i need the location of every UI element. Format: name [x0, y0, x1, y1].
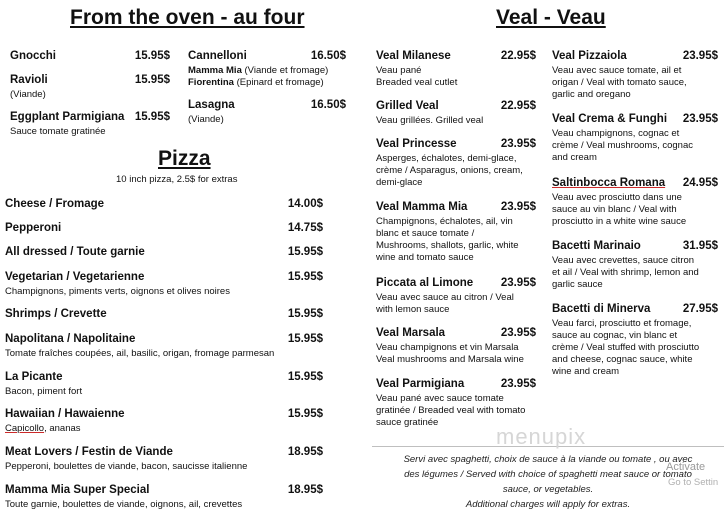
item-name: Cheese / Fromage: [5, 198, 105, 210]
item-price: 15.95$: [287, 308, 323, 320]
item-name: Gnocchi: [10, 50, 57, 62]
watermark: menupix: [496, 424, 587, 449]
item-price: 15.95$: [287, 371, 323, 383]
menu-item: [10, 111, 170, 123]
sub-name: Mamma Mia: [188, 65, 242, 76]
desc-line: Veau champignons et vin Marsala: [376, 342, 519, 353]
item-name: Piccata al Limone: [376, 277, 474, 289]
item-description: Tomate fraîches coupées, ail, basilic, origan, fromage parmesan: [5, 348, 275, 359]
desc-line: Asperges, échalotes, demi-glace,: [376, 153, 517, 164]
item-price: 15.95$: [287, 246, 323, 258]
item-description: Toute garnie, boulettes de viande, oignons, ail, crevettes: [5, 499, 243, 510]
item-name: Veal Parmigiana: [376, 378, 465, 390]
pizza-subtitle: 10 inch pizza, 2.5$ for extras: [116, 174, 238, 185]
item-name: Veal Crema & Funghi: [552, 113, 668, 125]
item-name: Mamma Mia Super Special: [5, 484, 150, 496]
menu-item: [376, 277, 536, 289]
item-name: Veal Princesse: [376, 138, 457, 150]
item-price: 14.75$: [287, 222, 323, 234]
menu-item: [376, 378, 536, 390]
item-description: [376, 216, 519, 264]
item-price: 22.95$: [500, 50, 536, 62]
item-description: Pepperoni, boulettes de viande, bacon, saucisse italienne: [5, 461, 248, 472]
item-price: 23.95$: [682, 113, 718, 125]
item-name: All dressed / Toute garnie: [5, 246, 145, 258]
item-description: [552, 128, 693, 164]
menu-item: [376, 50, 536, 62]
item-name: Bacetti Marinaio: [552, 240, 641, 252]
menu-item: [552, 113, 718, 125]
item-description: (Viande): [10, 89, 46, 100]
item-name: Shrimps / Crevette: [5, 308, 107, 320]
item-description: Champignons, piments verts, oignons et olives noires: [5, 286, 230, 297]
menu-item: [5, 271, 323, 283]
item-name: Hawaiian / Hawaienne: [5, 408, 125, 420]
item-name: Veal Milanese: [376, 50, 451, 62]
menu-item: [5, 333, 323, 345]
sub-detail: (Epinard et fromage): [236, 77, 324, 88]
item-price: 22.95$: [500, 100, 536, 112]
note-line: sauce, or vegetables.: [502, 484, 594, 495]
item-name: Pepperoni: [5, 222, 62, 234]
menu-item: [5, 246, 323, 258]
item-price: 31.95$: [682, 240, 718, 252]
item-price: 23.95$: [500, 378, 536, 390]
desc-line: Veau champignons, cognac et: [552, 128, 680, 139]
desc-line: demi-glace: [376, 177, 423, 188]
menu-item: [188, 99, 346, 111]
item-name: Veal Pizzaiola: [552, 50, 627, 62]
note-line: Servi avec spaghetti, choix de sauce à la viande ou tomate , ou avec: [403, 454, 693, 465]
item-description: [188, 77, 324, 89]
menu-item: [10, 50, 170, 62]
desc-line: et ail / Veal with shrimp, lemon and: [552, 267, 699, 278]
item-price: 14.00$: [287, 198, 323, 210]
item-description: [552, 192, 686, 228]
item-description: [188, 65, 328, 77]
menu-item: [376, 201, 536, 213]
desc-line: garlic sauce: [552, 279, 603, 290]
activate-windows-subtext: Go to Settin: [668, 477, 719, 488]
item-price: 16.50$: [310, 99, 346, 111]
desc-line: Veau avec prosciutto dans une: [552, 192, 682, 203]
menu-item: [552, 303, 718, 315]
desc-line: sauce au cognac, vin blanc et: [552, 330, 678, 341]
item-name: Bacetti di Minerva: [552, 303, 651, 315]
item-description: [376, 115, 483, 127]
item-name: La Picante: [5, 371, 63, 383]
item-price: 15.95$: [134, 50, 170, 62]
desc-line: origan / Veal with tomato sauce,: [552, 77, 687, 88]
desc-line: crème / Veal stuffed with prosciutto: [552, 342, 700, 353]
desc-line: Champignons, échalotes, ail, vin: [376, 216, 513, 227]
item-description: [552, 318, 699, 378]
desc-line: Veau farci, prosciutto et fromage,: [552, 318, 692, 329]
sub-name: Fiorentina: [188, 77, 234, 88]
desc-line: Veau pané avec sauce tomate: [376, 393, 504, 404]
menu-item: [376, 100, 536, 112]
item-name: Saltinbocca Romana: [552, 177, 666, 189]
oven-section-title: From the oven - au four: [70, 6, 305, 29]
item-price: 23.95$: [500, 277, 536, 289]
item-price: 15.95$: [287, 408, 323, 420]
item-description: [376, 342, 524, 366]
item-name: Lasagna: [188, 99, 235, 111]
item-description: [376, 153, 523, 189]
sub-detail: (Viande et fromage): [244, 65, 329, 76]
item-description: Bacon, piment fort: [5, 386, 83, 397]
item-name: Napolitana / Napolitaine: [5, 333, 136, 345]
desc-line: Breaded veal cutlet: [376, 77, 458, 88]
item-price: 23.95$: [682, 50, 718, 62]
desc-line: wine and tomato sauce: [376, 252, 474, 263]
pizza-section-title: Pizza: [158, 147, 211, 170]
note-line: Additional charges will apply for extras.: [465, 499, 631, 510]
menu-item: [5, 371, 323, 383]
desc-line: crème / Veal mushrooms, cognac: [552, 140, 693, 151]
menu-item: [5, 222, 323, 234]
item-name: Meat Lovers / Festin de Viande: [5, 446, 173, 458]
desc-line: blanc et sauce tomate /: [376, 228, 475, 239]
item-description: (Viande): [188, 114, 224, 125]
item-price: 18.95$: [287, 446, 323, 458]
veal-section-title: Veal - Veau: [496, 6, 606, 29]
item-name: Eggplant Parmigiana: [10, 111, 125, 123]
desc-rest: , ananas: [44, 423, 81, 434]
menu-item: [376, 138, 536, 150]
item-name: Veal Marsala: [376, 327, 446, 339]
menu-item: [5, 446, 323, 458]
menu-item: [552, 177, 718, 189]
item-description: [552, 255, 699, 291]
item-price: 27.95$: [682, 303, 718, 315]
menu-item: [5, 308, 323, 320]
menu-item: [5, 408, 323, 420]
desc-line: with lemon sauce: [376, 304, 450, 315]
desc-line: sauce gratinée: [376, 417, 439, 428]
desc-line: gratinée / Breaded veal with tomato: [376, 405, 526, 416]
item-description: [552, 65, 687, 101]
desc-line: crème / Asparagus, onions, cream,: [376, 165, 523, 176]
item-price: 15.95$: [287, 271, 323, 283]
item-name: Vegetarian / Vegetarienne: [5, 271, 145, 283]
spellcheck-word: Capicollo: [5, 423, 45, 434]
activate-windows-text: Activate: [666, 461, 706, 473]
item-description: [5, 423, 81, 435]
item-description: Sauce tomate gratinée: [10, 126, 106, 137]
item-price: 15.95$: [287, 333, 323, 345]
menu-item: [188, 50, 346, 62]
desc-line: and cream: [552, 152, 597, 163]
desc-line: Veau avec sauce au citron / Veal: [376, 292, 514, 303]
item-name: Ravioli: [10, 74, 48, 86]
desc-line: Mushrooms, shallots, garlic, white: [376, 240, 519, 251]
desc-line: garlic and oregano: [552, 89, 631, 100]
desc-line: sauce au vin blanc / Veal with: [552, 204, 677, 215]
desc-line: Veau pané: [376, 65, 422, 76]
item-price: 24.95$: [682, 177, 718, 189]
item-price: 15.95$: [134, 111, 170, 123]
item-name: Cannelloni: [188, 50, 247, 62]
desc-line: and cheese, cognac sauce, white: [552, 354, 693, 365]
item-price: 23.95$: [500, 138, 536, 150]
item-price: 23.95$: [500, 201, 536, 213]
note-line: des légumes / Served with choice of spaghetti meat sauce or tomato: [404, 469, 692, 480]
item-name: Grilled Veal: [376, 100, 439, 112]
menu-item: [5, 198, 323, 210]
menu-item: [552, 240, 718, 252]
item-description: [376, 292, 514, 316]
desc-line: wine and cream: [552, 366, 620, 377]
desc-line: Veau avec crevettes, sauce citron: [552, 255, 695, 266]
menu-item: [10, 74, 170, 86]
item-price: 15.95$: [134, 74, 170, 86]
item-price: 18.95$: [287, 484, 323, 496]
desc-line: Veau grillées. Grilled veal: [376, 115, 484, 126]
item-name: Veal Mamma Mia: [376, 201, 468, 213]
item-description: [376, 65, 457, 89]
menu-item: [376, 327, 536, 339]
desc-line: prosciutto in a white wine sauce: [552, 216, 687, 227]
menu-item: [552, 50, 718, 62]
item-price: 16.50$: [310, 50, 346, 62]
menu-item: [5, 484, 323, 496]
desc-line: Veau avec sauce tomate, ail et: [552, 65, 682, 76]
desc-line: Veal mushrooms and Marsala wine: [376, 354, 524, 365]
item-price: 23.95$: [500, 327, 536, 339]
